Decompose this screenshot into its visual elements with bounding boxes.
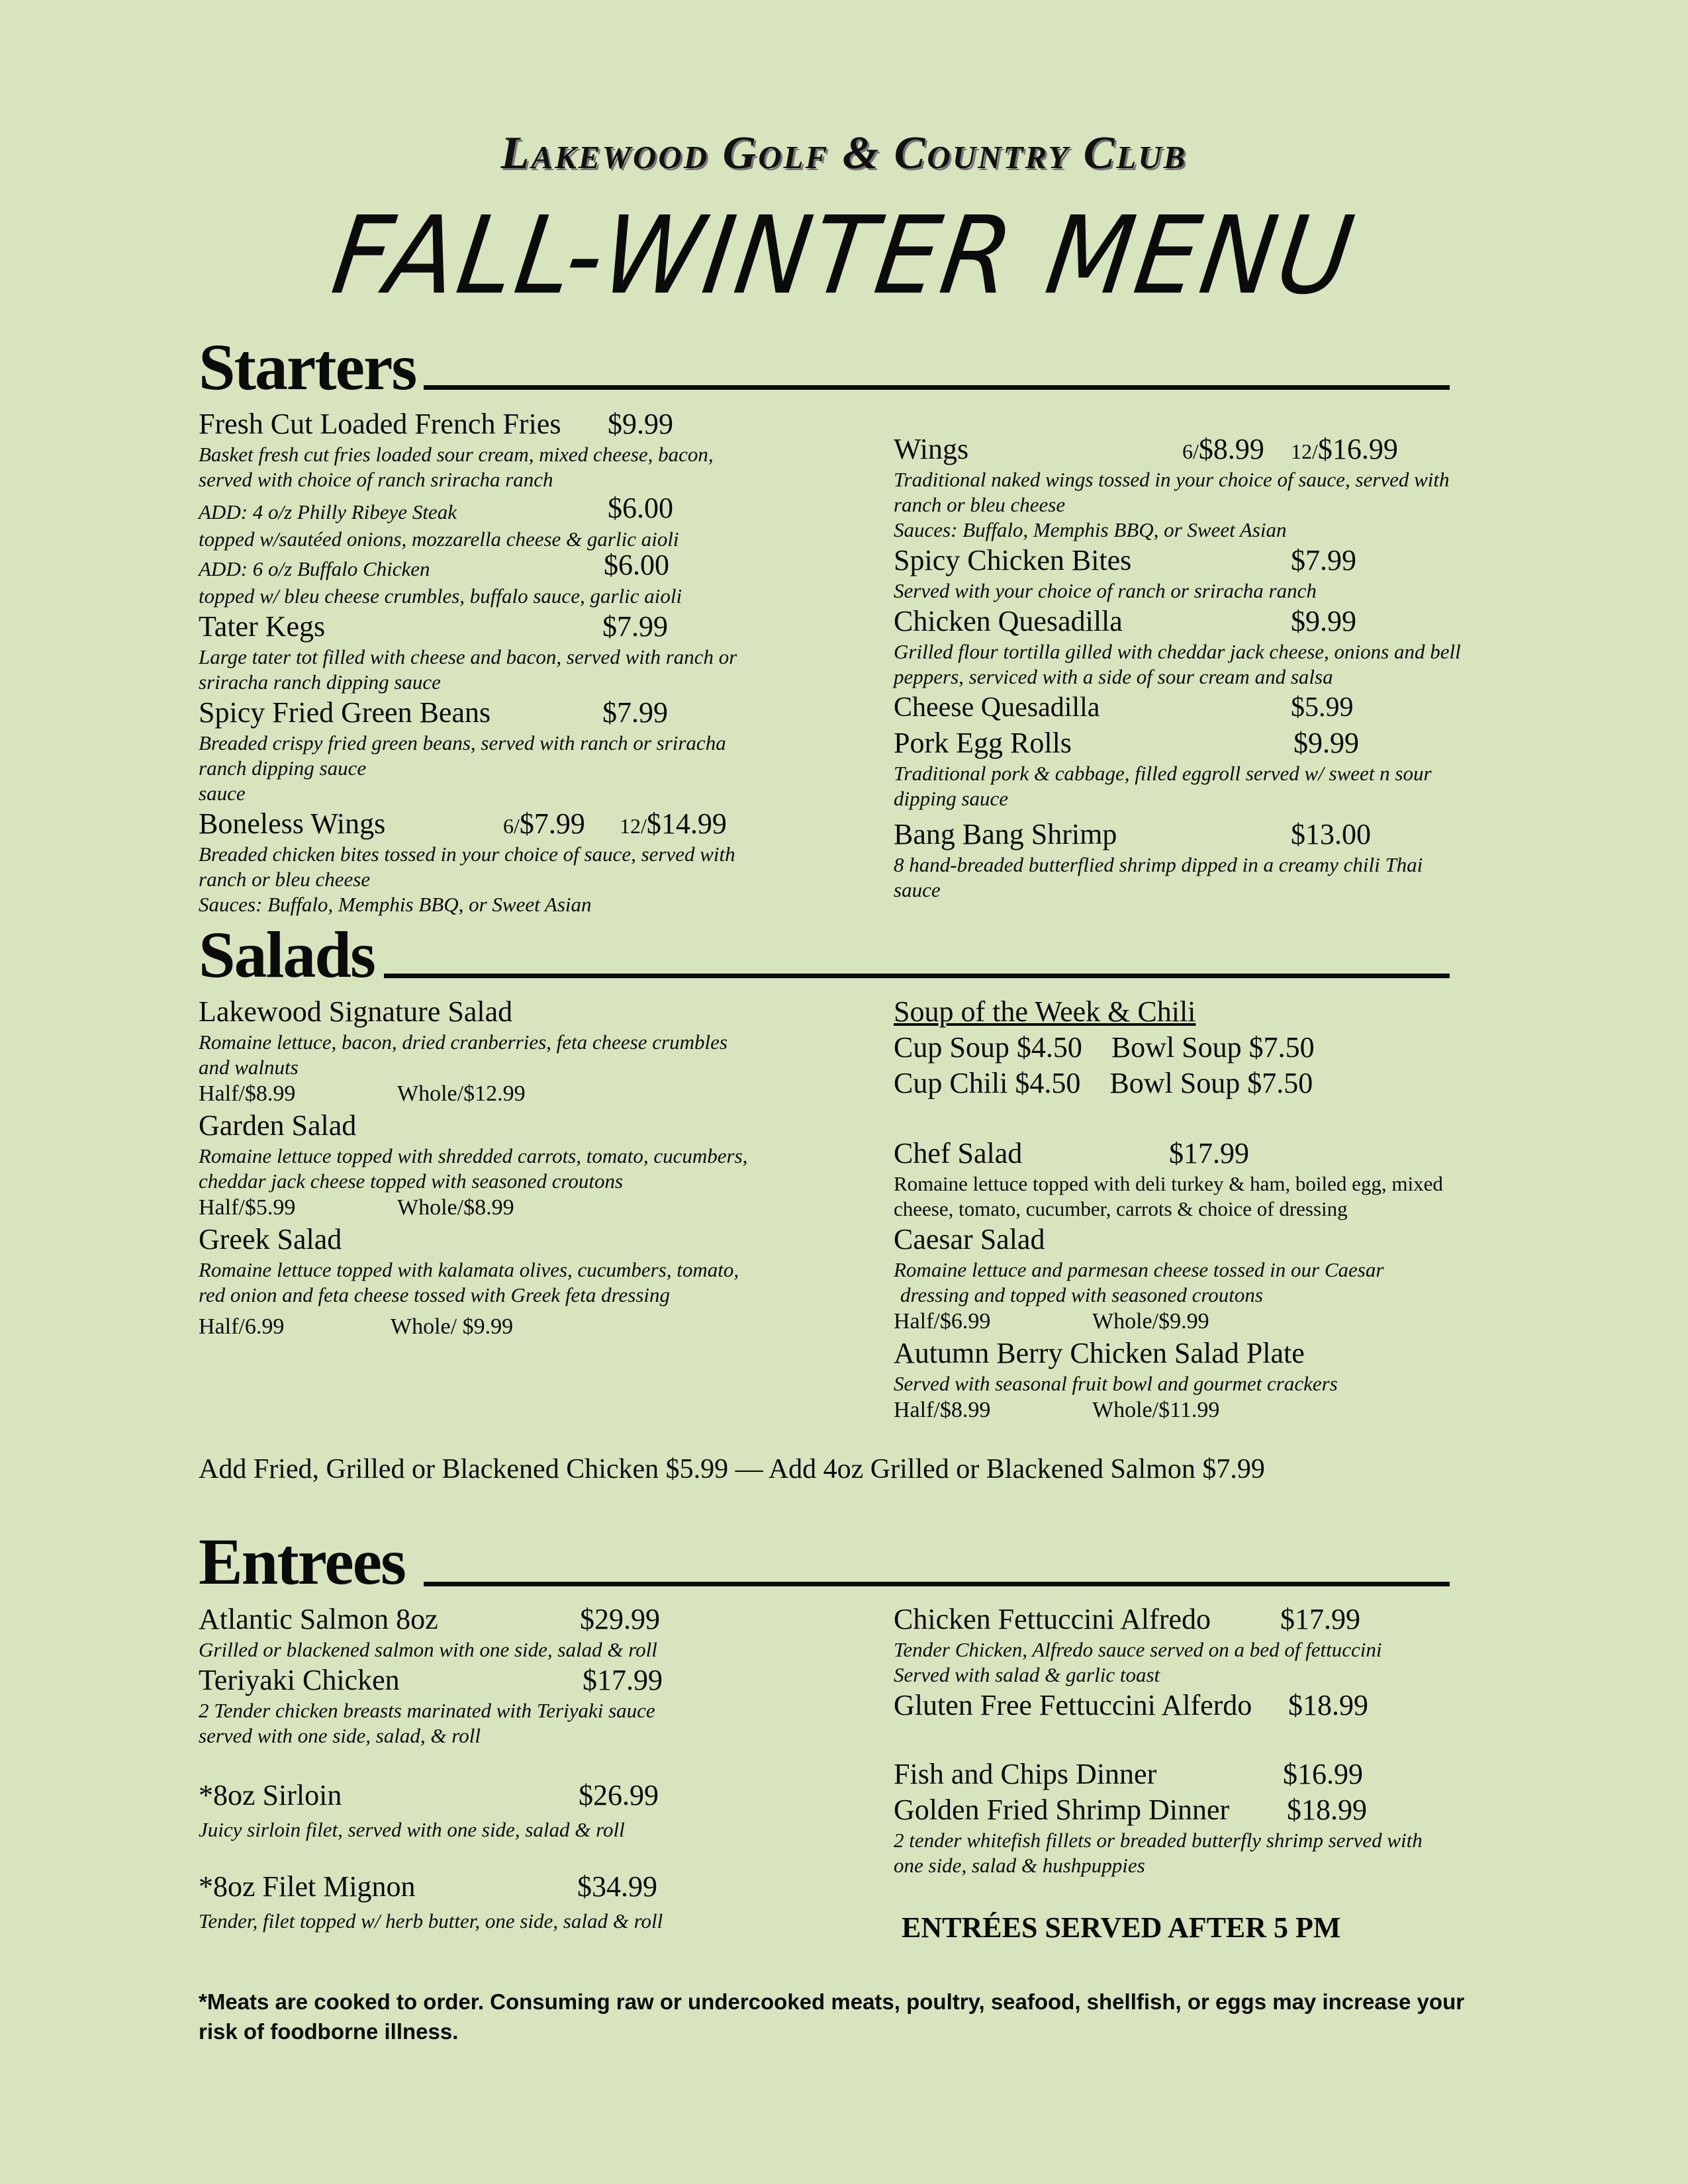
- item-name: Spicy Fried Green Beans: [199, 696, 491, 729]
- entrees-rule: [424, 1582, 1450, 1586]
- starters-left-column: [199, 406, 794, 917]
- item-desc: cheese, tomato, cucumber, carrots & choice of dressing: [894, 1197, 1348, 1220]
- whole-price: Whole/$12.99: [397, 1081, 526, 1106]
- item-price: $26.99: [579, 1779, 659, 1811]
- addon-label: ADD: 6 o/z Buffalo Chicken: [199, 557, 430, 580]
- item-desc: sauce: [199, 782, 246, 805]
- half-price: Half/$5.99: [199, 1195, 296, 1220]
- item-price: $7.99: [519, 807, 585, 840]
- item-desc: dipping sauce: [894, 787, 1009, 810]
- item-name: Lakewood Signature Salad: [199, 995, 513, 1028]
- item-desc: cheddar jack cheese topped with seasoned croutons: [199, 1169, 624, 1193]
- item-desc: Basket fresh cut fries loaded sour cream, mixed cheese, bacon,: [199, 443, 714, 466]
- item-desc: ranch or bleu cheese: [894, 493, 1066, 516]
- item-desc: Traditional naked wings tossed in your choice of sauce, served with: [894, 468, 1450, 491]
- item-price: $16.99: [1283, 1758, 1363, 1790]
- soup-heading: Soup of the Week & Chili: [894, 995, 1196, 1028]
- menu-item: [894, 690, 1489, 725]
- item-price: $17.99: [1169, 1137, 1249, 1169]
- item-desc: Sauces: Buffalo, Memphis BBQ, or Sweet Asian: [894, 518, 1287, 541]
- item-desc: Romaine lettuce topped with shredded carrots, tomato, cucumbers,: [199, 1144, 748, 1167]
- half-price: Half/$8.99: [894, 1398, 991, 1422]
- item-name: *8oz Sirloin: [199, 1779, 342, 1811]
- menu-item: [894, 1336, 1489, 1424]
- half-price: Half/6.99: [199, 1314, 285, 1339]
- item-price: $7.99: [1291, 544, 1356, 576]
- item-price: $18.99: [1287, 1794, 1367, 1826]
- item-desc: Large tater tot filled with cheese and bacon, served with ranch or: [199, 645, 737, 668]
- entrees-right-column: [894, 1602, 1489, 1878]
- item-name: Atlantic Salmon 8oz: [199, 1603, 438, 1635]
- item-name: Spicy Chicken Bites: [894, 544, 1132, 576]
- item-desc: sauce: [894, 878, 941, 901]
- salads-left-column: [199, 994, 794, 1341]
- menu-item: [894, 817, 1489, 903]
- menu-item: [199, 994, 794, 1108]
- item-desc: ranch dipping sauce: [199, 756, 367, 780]
- item-name: Chef Salad: [894, 1137, 1023, 1169]
- item-qty: 12/: [1291, 439, 1318, 463]
- item-price: $8.99: [1198, 433, 1264, 465]
- item-desc: ranch or bleu cheese: [199, 868, 371, 891]
- menu-item: [894, 543, 1489, 604]
- item-desc: red onion and feta cheese tossed with Greek feta dressing: [199, 1283, 671, 1306]
- menu-item: [199, 806, 794, 917]
- item-name: Cheese Quesadilla: [894, 692, 1100, 723]
- menu-item: [894, 1136, 1489, 1222]
- addon-desc: topped w/sautéed onions, mozzarella cheese & garlic aioli: [199, 527, 679, 551]
- whole-price: Whole/$11.99: [1092, 1398, 1220, 1422]
- item-desc: Served with your choice of ranch or sriracha ranch: [894, 579, 1317, 602]
- menu-item: [199, 695, 794, 806]
- item-price: $16.99: [1317, 433, 1398, 465]
- item-name: Gluten Free Fettuccini Alferdo: [894, 1689, 1252, 1721]
- item-price: $7.99: [602, 610, 668, 643]
- menu-item: [199, 1778, 794, 1843]
- item-name: Greek Salad: [199, 1223, 342, 1255]
- salads-right-column: [894, 994, 1489, 1424]
- item-desc: Breaded crispy fried green beans, served with ranch or sriracha: [199, 731, 726, 754]
- half-price: Half/$6.99: [894, 1309, 991, 1334]
- item-price: $29.99: [580, 1603, 660, 1635]
- item-name: Wings: [894, 433, 969, 465]
- half-price: Half/$8.99: [199, 1081, 296, 1106]
- addon-label: ADD: 4 o/z Philly Ribeye Steak: [199, 500, 457, 523]
- entrees-left-column: [199, 1602, 794, 1934]
- item-price: $17.99: [583, 1664, 663, 1696]
- salads-rule: [384, 974, 1450, 978]
- menu-item: [199, 406, 794, 492]
- whole-price: Whole/$9.99: [1092, 1309, 1209, 1334]
- item-name: Chicken Quesadilla: [894, 605, 1123, 637]
- item-name: Garden Salad: [199, 1109, 357, 1142]
- menu-item: [894, 1792, 1489, 1878]
- item-desc: dressing and topped with seasoned croutons: [900, 1283, 1263, 1306]
- menu-item: [894, 725, 1489, 811]
- item-name: Chicken Fettuccini Alfredo: [894, 1603, 1211, 1635]
- starters-right-column: [894, 432, 1489, 903]
- item-desc: 8 hand-breaded butterflied shrimp dipped in a creamy chili Thai: [894, 853, 1423, 876]
- starters-rule: [424, 385, 1450, 390]
- item-price: $5.99: [1291, 692, 1354, 723]
- item-desc: Sauces: Buffalo, Memphis BBQ, or Sweet Asian: [199, 893, 592, 916]
- item-desc: Romaine lettuce topped with deli turkey & ham, boiled egg, mixed: [894, 1172, 1443, 1195]
- menu-item: [894, 1222, 1489, 1336]
- entrees-served-after: ENTRÉES SERVED AFTER 5 PM: [902, 1911, 1341, 1944]
- item-price: $7.99: [602, 696, 668, 729]
- addon-desc: topped w/ bleu cheese crumbles, buffalo sauce, garlic aioli: [199, 584, 682, 608]
- entrees-heading: Entrees: [199, 1525, 405, 1598]
- item-desc: 2 Tender chicken breasts marinated with Teriyaki sauce: [199, 1699, 655, 1722]
- item-desc: Romaine lettuce, bacon, dried cranberries, feta cheese crumbles: [199, 1030, 727, 1054]
- item-desc: 2 tender whitefish fillets or breaded butterfly shrimp served with: [894, 1829, 1423, 1852]
- item-price: $13.00: [1291, 818, 1371, 850]
- item-price: $9.99: [1291, 605, 1356, 637]
- item-price: $18.99: [1288, 1689, 1368, 1721]
- food-safety-disclaimer: *Meats are cooked to order. Consuming raw or undercooked meats, poultry, seafood, shellfish, or eggs may increase your risk of foodborne illness.: [199, 1989, 1465, 2044]
- item-desc: Breaded chicken bites tossed in your choice of sauce, served with: [199, 842, 735, 866]
- menu-item: [199, 1869, 794, 1934]
- item-qty: 12/: [620, 814, 647, 838]
- menu-item: [199, 1602, 794, 1662]
- item-price: $34.99: [577, 1870, 657, 1903]
- starters-heading: Starters: [199, 330, 416, 404]
- item-desc: Grilled or blackened salmon with one side, salad & roll: [199, 1638, 657, 1661]
- item-price: $9.99: [1293, 727, 1359, 759]
- item-desc: Tender, filet topped w/ herb butter, one side, salad & roll: [199, 1909, 663, 1933]
- menu-title: FALL-WINTER MENU: [325, 194, 1363, 318]
- item-desc: served with choice of ranch sriracha ranch: [199, 468, 553, 491]
- item-qty: 6/: [503, 814, 520, 838]
- menu-item: [894, 1602, 1489, 1688]
- item-desc: one side, salad & hushpuppies: [894, 1854, 1145, 1877]
- menu-item: [894, 604, 1489, 690]
- item-name: Teriyaki Chicken: [199, 1664, 400, 1696]
- item-desc: Served with seasonal fruit bowl and gourmet crackers: [894, 1372, 1338, 1395]
- item-price: $9.99: [608, 408, 673, 440]
- salads-heading: Salads: [199, 918, 375, 991]
- addon-price: $6.00: [604, 549, 669, 581]
- item-desc: Traditional pork & cabbage, filled eggroll served w/ sweet n sour: [894, 762, 1432, 785]
- menu-item: [199, 1108, 794, 1222]
- addon-item: [199, 549, 794, 609]
- item-desc: Grilled flour tortilla gilled with cheddar jack cheese, onions and bell: [894, 640, 1461, 663]
- item-name: Tater Kegs: [199, 610, 326, 643]
- club-title: Lakewood Golf & Country Club: [500, 128, 1188, 179]
- item-name: Caesar Salad: [894, 1223, 1045, 1255]
- menu-item: [199, 1662, 794, 1749]
- soup-line: Cup Soup $4.50 Bowl Soup $7.50: [894, 1031, 1315, 1064]
- item-name: Fresh Cut Loaded French Fries: [199, 408, 561, 440]
- menu-item: [894, 1756, 1489, 1792]
- whole-price: Whole/ $9.99: [391, 1314, 514, 1339]
- menu-item: [199, 609, 794, 695]
- item-name: Fish and Chips Dinner: [894, 1758, 1157, 1790]
- item-desc: Juicy sirloin filet, served with one side, salad & roll: [199, 1818, 625, 1841]
- item-name: Pork Egg Rolls: [894, 727, 1072, 759]
- item-desc: Romaine lettuce and parmesan cheese tossed in our Caesar: [894, 1258, 1384, 1281]
- addon-item: [199, 492, 794, 552]
- chili-line: Cup Chili $4.50 Bowl Soup $7.50: [894, 1067, 1313, 1099]
- item-desc: served with one side, salad, & roll: [199, 1724, 481, 1747]
- item-desc: Served with salad & garlic toast: [894, 1663, 1160, 1686]
- item-qty: 6/: [1182, 439, 1199, 463]
- item-price: $17.99: [1280, 1603, 1360, 1635]
- item-desc: sriracha ranch dipping sauce: [199, 670, 441, 694]
- menu-item: [199, 1222, 794, 1341]
- whole-price: Whole/$8.99: [397, 1195, 514, 1220]
- item-name: Bang Bang Shrimp: [894, 818, 1117, 850]
- item-name: *8oz Filet Mignon: [199, 1870, 416, 1903]
- addon-price: $6.00: [608, 492, 673, 524]
- item-name: Autumn Berry Chicken Salad Plate: [894, 1337, 1305, 1369]
- menu-item: [894, 432, 1489, 543]
- protein-addon-line: Add Fried, Grilled or Blackened Chicken $5.99 — Add 4oz Grilled or Blackened Salmon $7.99: [199, 1454, 1265, 1484]
- item-desc: Romaine lettuce topped with kalamata olives, cucumbers, tomato,: [199, 1258, 739, 1281]
- item-name: Boneless Wings: [199, 807, 386, 840]
- item-name: Golden Fried Shrimp Dinner: [894, 1794, 1230, 1826]
- item-desc: Tender Chicken, Alfredo sauce served on a bed of fettuccini: [894, 1638, 1382, 1661]
- item-price: $14.99: [646, 807, 727, 840]
- item-desc: peppers, serviced with a side of sour cream and salsa: [894, 665, 1333, 688]
- item-desc: and walnuts: [199, 1056, 299, 1079]
- menu-item: [894, 1688, 1489, 1723]
